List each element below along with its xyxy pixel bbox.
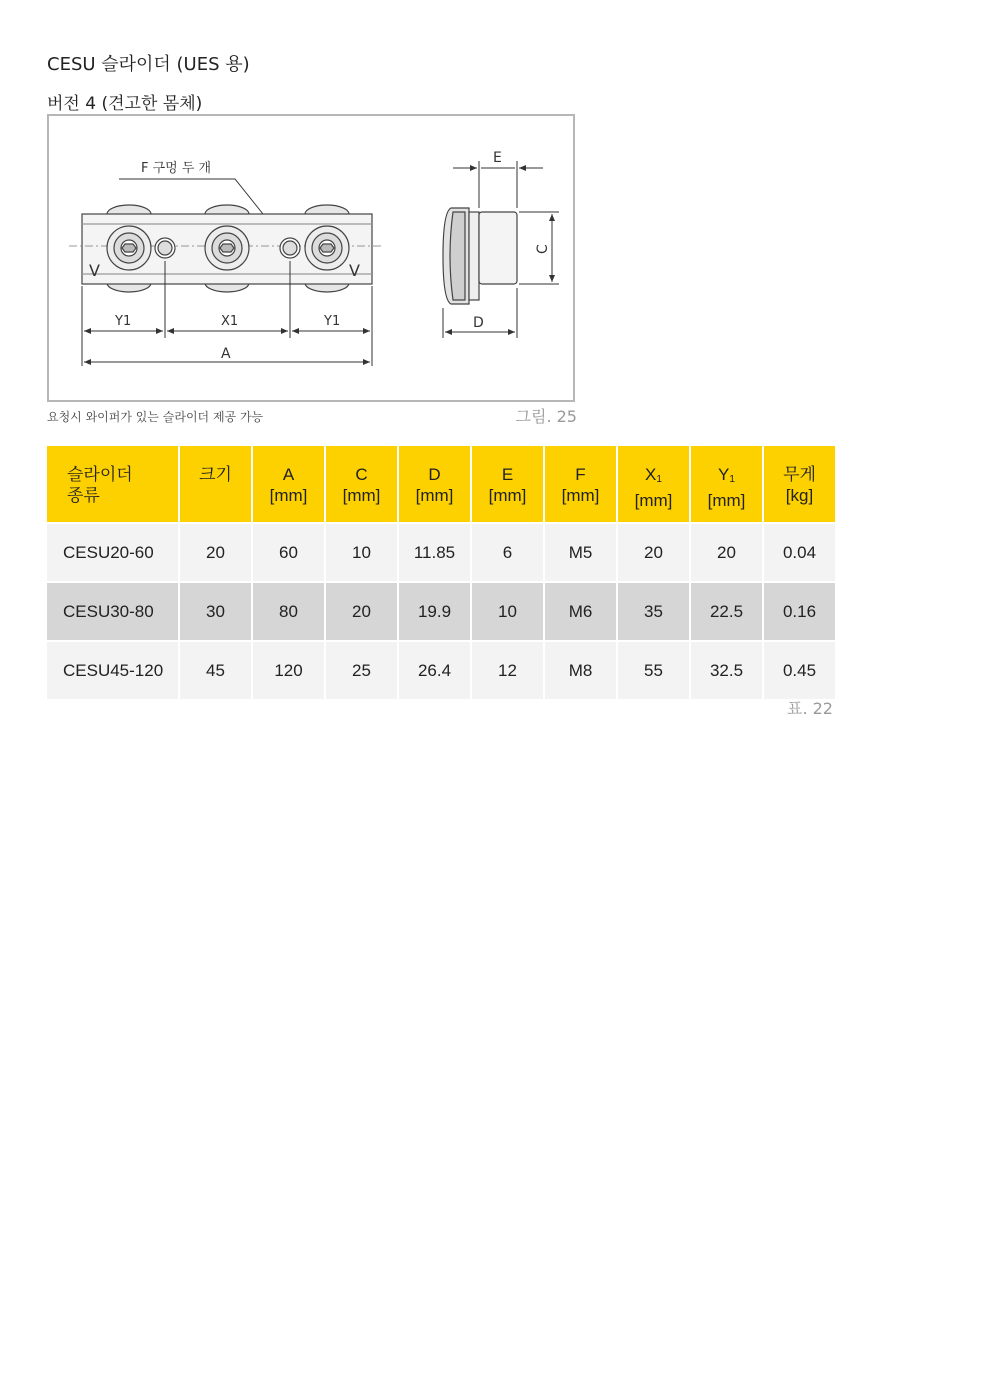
figure-caption: 그림. 25 bbox=[515, 407, 577, 426]
cell-type: CESU30-80 bbox=[47, 583, 178, 640]
header-type: 슬라이더 종류 bbox=[47, 446, 178, 522]
cell-type: CESU20-60 bbox=[47, 524, 178, 581]
cell-x1: 55 bbox=[618, 642, 689, 699]
cell-f: M6 bbox=[545, 583, 616, 640]
header-f: F [mm] bbox=[545, 446, 616, 522]
cell-d: 26.4 bbox=[399, 642, 470, 699]
cell-weight: 0.16 bbox=[764, 583, 835, 640]
cell-y1: 22.5 bbox=[691, 583, 762, 640]
spec-table bbox=[45, 444, 837, 701]
header-weight: 무게 [kg] bbox=[764, 446, 835, 522]
header-x1: $X_1$ [mm] bbox=[618, 446, 689, 522]
header-size: 크기 bbox=[180, 446, 251, 522]
cell-e: 10 bbox=[472, 583, 543, 640]
header-d: D [mm] bbox=[399, 446, 470, 522]
table-row bbox=[47, 524, 835, 581]
technical-drawing bbox=[47, 114, 575, 402]
cell-f: M5 bbox=[545, 524, 616, 581]
cell-c: 25 bbox=[326, 642, 397, 699]
slider-drawing-svg bbox=[49, 116, 577, 404]
cell-d: 11.85 bbox=[399, 524, 470, 581]
dim-a: A bbox=[221, 346, 231, 362]
cell-y1: 32.5 bbox=[691, 642, 762, 699]
header-y1: $Y_1$ [mm] bbox=[691, 446, 762, 522]
cell-size: 45 bbox=[180, 642, 251, 699]
cell-weight: 0.45 bbox=[764, 642, 835, 699]
header-e: E [mm] bbox=[472, 446, 543, 522]
dim-e: E bbox=[493, 150, 502, 166]
cell-f: M8 bbox=[545, 642, 616, 699]
page-subtitle: 버전 4 (견고한 몸체) bbox=[47, 94, 203, 114]
side-view bbox=[443, 208, 517, 304]
table-caption: 표. 22 bbox=[787, 699, 833, 718]
cell-e: 6 bbox=[472, 524, 543, 581]
dim-x1: X1 bbox=[221, 314, 239, 329]
cell-a: 120 bbox=[253, 642, 324, 699]
cell-weight: 0.04 bbox=[764, 524, 835, 581]
cell-size: 30 bbox=[180, 583, 251, 640]
dim-d: D bbox=[473, 315, 484, 331]
header-a: A [mm] bbox=[253, 446, 324, 522]
table-row bbox=[47, 642, 835, 699]
side-body bbox=[479, 212, 517, 284]
hole-label: F 구멍 두 개 bbox=[141, 161, 212, 176]
front-view bbox=[69, 205, 384, 292]
v-mark-right: V bbox=[349, 261, 360, 280]
wiper-note: 요청시 와이퍼가 있는 슬라이더 제공 가능 bbox=[47, 410, 264, 424]
cell-x1: 20 bbox=[618, 524, 689, 581]
cell-d: 19.9 bbox=[399, 583, 470, 640]
header-c: C [mm] bbox=[326, 446, 397, 522]
v-mark-left: V bbox=[89, 261, 100, 280]
cell-a: 80 bbox=[253, 583, 324, 640]
dim-c: C bbox=[535, 244, 551, 254]
cell-c: 10 bbox=[326, 524, 397, 581]
page-title: CESU 슬라이더 (UES 용) bbox=[47, 54, 250, 75]
cell-e: 12 bbox=[472, 642, 543, 699]
cell-type: CESU45-120 bbox=[47, 642, 178, 699]
table-header-row bbox=[47, 446, 835, 522]
dim-y1-left: Y1 bbox=[115, 314, 132, 329]
cell-a: 60 bbox=[253, 524, 324, 581]
cell-x1: 35 bbox=[618, 583, 689, 640]
cell-size: 20 bbox=[180, 524, 251, 581]
table-row bbox=[47, 583, 835, 640]
dim-y1-right: Y1 bbox=[324, 314, 341, 329]
cell-y1: 20 bbox=[691, 524, 762, 581]
cell-c: 20 bbox=[326, 583, 397, 640]
